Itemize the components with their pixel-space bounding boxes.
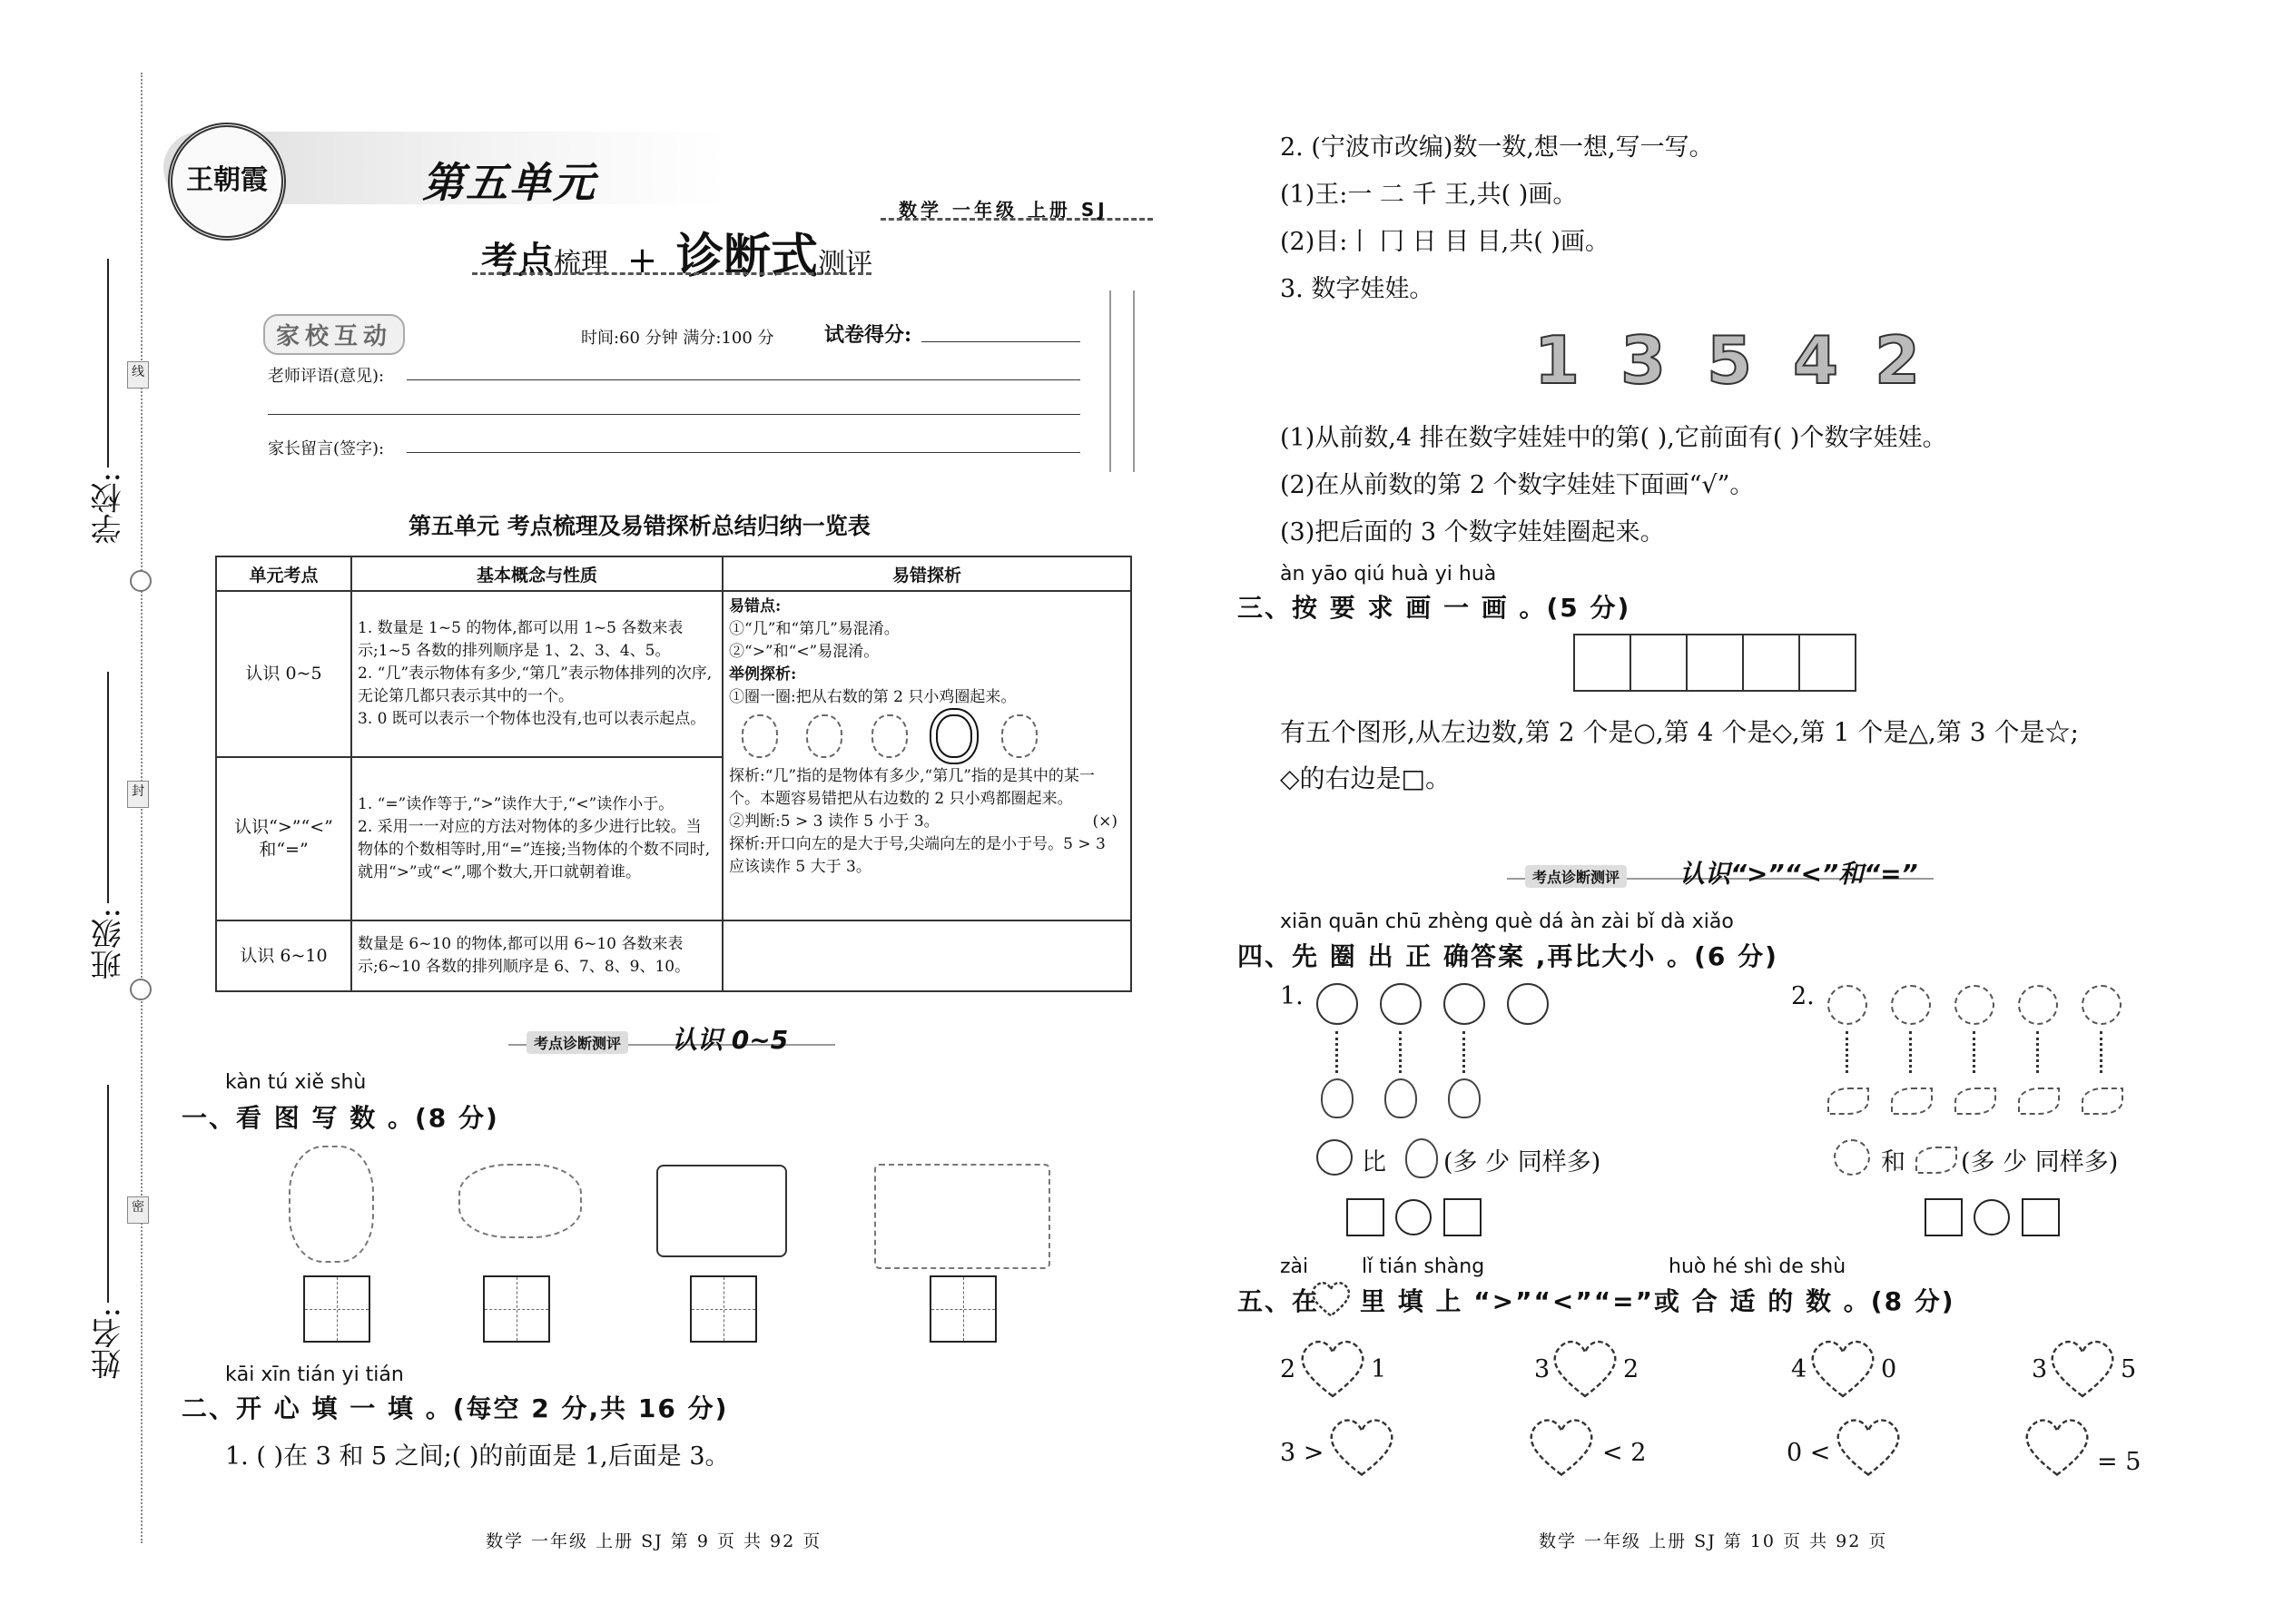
topic-cell: 认识“>”“<” 和“=” (216, 757, 351, 920)
leaf-icon (1915, 1147, 1957, 1174)
leaf-icon (2018, 1088, 2060, 1115)
heart-answer-icon[interactable] (1832, 1412, 1905, 1480)
heart-right-value: < 2 (1602, 1439, 1647, 1467)
compare-options[interactable]: (多 少 同样多) (1443, 1148, 1601, 1176)
number-doll: 2 (1875, 322, 1921, 399)
question-3-1: (1)从前数,4 排在数字娃娃中的第( ),它前面有( )个数字娃娃。 (1280, 424, 1947, 452)
chick-icon (936, 714, 972, 758)
heart-answer-icon[interactable] (2021, 1412, 2093, 1480)
number-doll: 4 (1793, 322, 1839, 399)
heart-answer-icon[interactable] (1807, 1334, 1879, 1400)
answer-grid[interactable] (303, 1275, 370, 1343)
home-school-badge: 家校互动 (263, 314, 405, 355)
chick-icon (1001, 714, 1038, 758)
score-field[interactable] (921, 341, 1080, 342)
parent-comment-label: 家长留言(签字): (268, 439, 385, 458)
banner-title: 认识 0~5 (672, 1025, 789, 1055)
item-number: 2. (1791, 982, 1815, 1010)
header-dash-decoration (472, 272, 871, 275)
tomato-icon (1316, 983, 1358, 1025)
chick-icon (742, 714, 778, 758)
banner-tag: 考点诊断测评 (527, 1031, 628, 1054)
chick-row (742, 714, 1125, 758)
column-header: 易错探析 (723, 556, 1131, 591)
binding-tag-secret: 密 (127, 1196, 149, 1224)
number-doll: 5 (1707, 322, 1753, 399)
page-subtitle: 考点梳理 + 诊断式测评 (481, 229, 872, 284)
topic-cell: 认识 0~5 (216, 591, 351, 757)
match-line (1399, 1031, 1402, 1073)
empty-picture-box (656, 1165, 787, 1257)
flower-icon (1954, 985, 1994, 1025)
heart-answer-icon[interactable] (2046, 1334, 2119, 1400)
question-3: 3. 数字娃娃。 (1280, 275, 1434, 303)
section-3-text-2: ◇的右边是□。 (1280, 763, 1451, 793)
tomato-icon (1507, 983, 1549, 1025)
leaf-icon (2082, 1088, 2123, 1115)
section-3-pinyin: àn yāo qiú huà yi huà (1280, 563, 1497, 586)
question-2: 2. (宁波市改编)数一数,想一想,写一写。 (1280, 133, 1714, 162)
item-number: 1. (1280, 982, 1304, 1010)
heart-answer-icon[interactable] (1549, 1334, 1621, 1400)
tomato-icon (1316, 1139, 1353, 1176)
banner-tag: 考点诊断测评 (1525, 865, 1627, 888)
binding-tag-line: 线 (127, 361, 149, 389)
teacher-comment-field-2[interactable] (268, 414, 1080, 415)
heart-answer-icon[interactable] (1525, 1412, 1598, 1480)
chick-icon (871, 714, 908, 758)
section-5-heading-a: 五、在 (1237, 1286, 1320, 1316)
compare-word: 比 (1362, 1148, 1386, 1176)
flower-icon (1827, 985, 1867, 1025)
section-3-text-1: 有五个图形,从左边数,第 2 个是○,第 4 个是◇,第 1 个是△,第 3 个是☆; (1280, 717, 2079, 747)
time-score-info: 时间:60 分钟 满分:100 分 (581, 329, 774, 348)
score-label: 试卷得分: (824, 323, 912, 347)
match-line (1846, 1031, 1848, 1073)
school-label: 学校: (91, 472, 127, 545)
name-field[interactable] (107, 1085, 109, 1303)
leaf-icon (1954, 1088, 1996, 1115)
heart-answer-icon[interactable] (1296, 1334, 1369, 1400)
tomato-icon (1443, 983, 1485, 1025)
compare-word: 和 (1881, 1148, 1905, 1176)
heart-right-value: 5 (2121, 1355, 2137, 1383)
heart-left-value: 0 < (1787, 1439, 1831, 1467)
name-label: 姓名: (91, 1307, 127, 1380)
flower-icon (2018, 985, 2058, 1025)
table-header-row (216, 556, 1131, 591)
answer-grid[interactable] (483, 1275, 550, 1343)
publisher-logo: 王朝霞 (168, 123, 286, 241)
heart-icon (1309, 1278, 1353, 1318)
answer-box[interactable] (1443, 1198, 1482, 1236)
unit-title: 第五单元 (422, 158, 596, 207)
chick-icon (806, 714, 842, 758)
section-2-question-1: 1. ( )在 3 和 5 之间;( )的前面是 1,后面是 3。 (225, 1442, 730, 1471)
binding-hole (130, 570, 152, 592)
concept-cell: 1. “=”读作等于,“>”读作大于,“<”读作小于。 2. 采用一一对应的方法对物体的多少进行比较。当物体的个数相等时,用“=”连接;当物体的个数不同时,就用“>”或“<”,哪个数大,开口就朝着谁。 (351, 757, 723, 920)
section-5-pinyin: huò hé shì de shù (1669, 1255, 1846, 1278)
pear-icon (1405, 1138, 1438, 1178)
teacher-comment-label: 老师评语(意见): (268, 367, 385, 386)
class-field[interactable] (107, 672, 109, 903)
pear-icon (1384, 1078, 1417, 1118)
books-picture (874, 1164, 1050, 1269)
match-line (1909, 1031, 1912, 1073)
drawing-cell[interactable] (1742, 634, 1800, 692)
table-row (216, 920, 1131, 991)
flower-icon (1891, 985, 1931, 1025)
section-4-pinyin: xiān quān chū zhèng què dá àn zài bǐ dà xiǎo (1280, 910, 1734, 933)
question-3-2: (2)在从前数的第 2 个数字娃娃下面画“√”。 (1280, 471, 1755, 499)
compare-options[interactable]: (多 少 同样多) (1961, 1148, 2119, 1176)
pear-icon (1448, 1078, 1481, 1118)
section-2-heading: 二、开 心 填 一 填 。(每空 2 分,共 16 分) (182, 1393, 729, 1423)
heart-left-value: 2 (1280, 1355, 1296, 1383)
section-banner (508, 1024, 835, 1060)
answer-box[interactable] (2022, 1198, 2060, 1236)
drawing-cell[interactable] (1629, 634, 1688, 692)
subject-info: 数学 一年级 上册 SJ (899, 199, 1108, 221)
drawing-cell[interactable] (1798, 634, 1856, 692)
concept-cell: 数量是 6~10 的物体,都可以用 6~10 各数来表示;6~10 各数的排列顺序是 6、7、8、9、10。 (351, 920, 723, 991)
teacher-comment-field[interactable] (407, 379, 1080, 380)
answer-box[interactable] (1346, 1198, 1384, 1236)
concept-cell: 1. 数量是 1~5 的物体,都可以用 1~5 各数来表示;1~5 各数的排列顺序是 1、2、3、4、5。 2. “几”表示物体有多少,“第几”表示物体排列的次序,无论第几都只表示其中的一个。 3. 0 既可以表示一个物体也没有,也可以表示起点。 (351, 591, 723, 757)
class-label: 班级: (91, 908, 127, 980)
number-doll: 3 (1620, 322, 1667, 399)
heart-right-value: 2 (1623, 1355, 1639, 1383)
leaf-icon (1891, 1088, 1933, 1115)
binding-hole (130, 979, 152, 1000)
parent-comment-field[interactable] (407, 452, 1080, 453)
header-deco-bars (1109, 290, 1135, 472)
school-field[interactable] (107, 259, 109, 468)
summary-table-title: 第五单元 考点梳理及易错探析总结归纳一览表 (409, 513, 871, 539)
question-3-3: (3)把后面的 3 个数字娃娃圈起来。 (1280, 518, 1665, 546)
section-5-heading-b: 里 填 上 “>”“<”“=”或 合 适 的 数 。(8 分) (1360, 1286, 1955, 1316)
topic-cell: 认识 6~10 (216, 920, 351, 991)
leaf-icon (1827, 1088, 1869, 1115)
bear-group-picture (289, 1146, 374, 1263)
answer-circle[interactable] (1974, 1199, 2010, 1235)
column-header: 基本概念与性质 (351, 556, 723, 591)
answer-box[interactable] (1925, 1198, 1963, 1236)
match-line (2100, 1031, 2102, 1073)
tomato-icon (1380, 983, 1422, 1025)
binding-tag-seal: 封 (127, 781, 149, 808)
heart-right-value: 1 (1371, 1355, 1387, 1383)
right-page-footer: 数学 一年级 上册 SJ 第 10 页 共 92 页 (1539, 1531, 1888, 1551)
section-3-heading: 三、按 要 求 画 一 画 。(5 分) (1237, 593, 1631, 623)
shape-drawing-grid[interactable] (1573, 634, 1855, 695)
heart-left-value: 3 (1534, 1355, 1551, 1383)
pear-icon (1321, 1078, 1354, 1118)
flower-icon (1834, 1139, 1870, 1176)
question-2-1: (1)王:一 二 千 王,共( )画。 (1280, 181, 1578, 209)
heart-left-value: 3 > (1280, 1439, 1324, 1467)
heart-left-value: 3 (2032, 1355, 2048, 1383)
section-5-pinyin: zài (1280, 1255, 1309, 1278)
left-page-footer: 数学 一年级 上册 SJ 第 9 页 共 92 页 (486, 1531, 822, 1551)
table-row (216, 591, 1131, 757)
match-line (2036, 1031, 2039, 1073)
match-line (1973, 1031, 1975, 1073)
binding-dotted-line (141, 73, 143, 1543)
answer-grid[interactable] (930, 1275, 997, 1343)
error-analysis-cell: 易错点: ①“几”和“第几”易混淆。 ②“>”和“<”易混淆。 举例探析: ①圈一圈:把从右数的第 2 只小鸡圈起来。 探析:“几”指的是物体有多少,“第几”指的是其中的某一个。本题容易错把从右边数的 2 只小鸡都圈起来。 ②判断:5 > 3 读作 5 小于 3。 (×) 探析:开口向左的是大于号,尖端向左的是小于号。5 > 3 应该读作 5 大于 3。 (723, 591, 1131, 920)
section-1-pinyin: kàn tú xiě shù (225, 1071, 367, 1094)
section-1-heading: 一、看 图 写 数 。(8 分) (182, 1103, 499, 1133)
answer-circle[interactable] (1395, 1199, 1432, 1235)
number-doll: 1 (1534, 322, 1580, 399)
answer-grid[interactable] (690, 1275, 757, 1343)
drawing-cell[interactable] (1686, 634, 1744, 692)
heart-right-value: = 5 (2097, 1448, 2141, 1476)
section-5-pinyin: lǐ tián shàng (1362, 1255, 1485, 1278)
section-banner (1507, 858, 1934, 894)
drawing-cell[interactable] (1573, 634, 1631, 692)
flower-icon (2082, 985, 2122, 1025)
match-line (1335, 1031, 1338, 1073)
error-analysis-cell-empty (723, 920, 1131, 991)
column-header: 单元考点 (216, 556, 351, 591)
match-line (1462, 1031, 1465, 1073)
rabbit-pair-picture (458, 1164, 582, 1238)
section-2-pinyin: kāi xīn tián yi tián (225, 1363, 404, 1386)
heart-left-value: 4 (1791, 1355, 1807, 1383)
heart-answer-icon[interactable] (1325, 1412, 1398, 1480)
question-2-2: (2)目:丨 冂 日 目 目,共( )画。 (1280, 228, 1610, 256)
section-4-heading: 四、先 圈 出 正 确答案 ,再比大小 。(6 分) (1237, 941, 1778, 971)
summary-table (215, 556, 1132, 992)
banner-title: 认识“>”“<”和“=” (1679, 859, 1918, 889)
heart-right-value: 0 (1881, 1355, 1897, 1383)
